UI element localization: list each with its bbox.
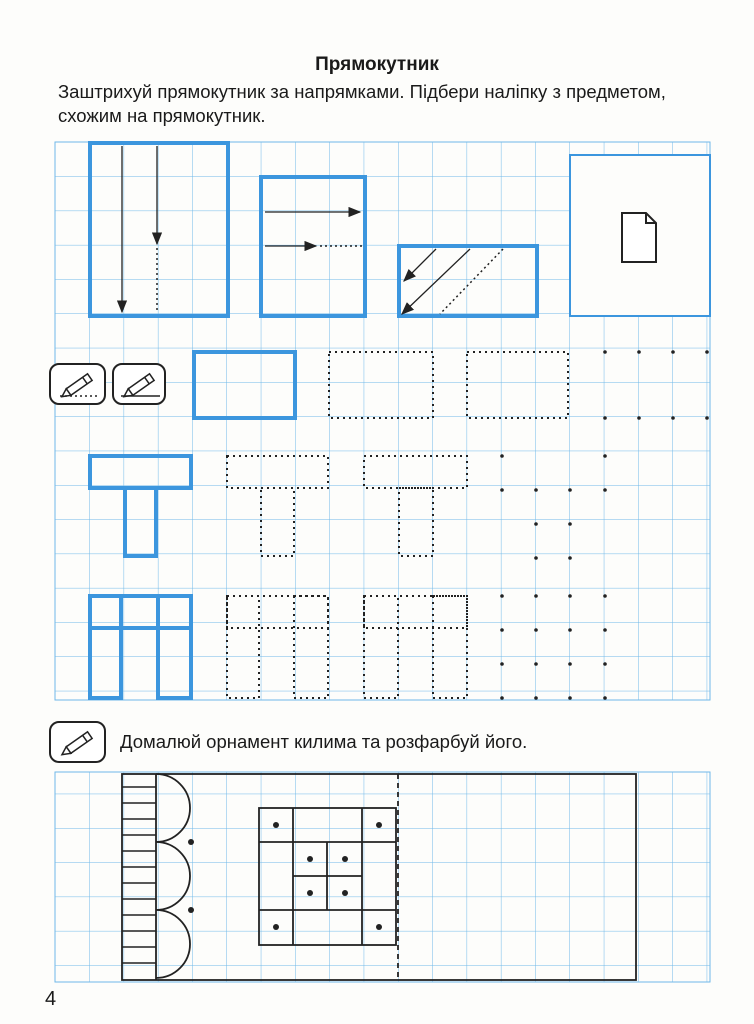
sticker-document-icon: [622, 213, 656, 262]
sticker-placeholder: [570, 155, 710, 316]
ornament-instruction: Домалюй орнамент килима та розфарбуй його.: [120, 731, 528, 752]
page-number: 4: [45, 988, 57, 1010]
page-title: Прямокутник: [315, 54, 439, 75]
tall-rectangle-example: [90, 143, 228, 316]
pencil-line-icon: [113, 364, 165, 404]
instruction-text: Заштрихуй прямокутник за напрямками. Підбери наліпку з предметом, схожим на прямокутник.: [58, 81, 666, 126]
pencil-dotted-line-icon: [50, 364, 105, 404]
pencil-icon: [50, 722, 105, 762]
